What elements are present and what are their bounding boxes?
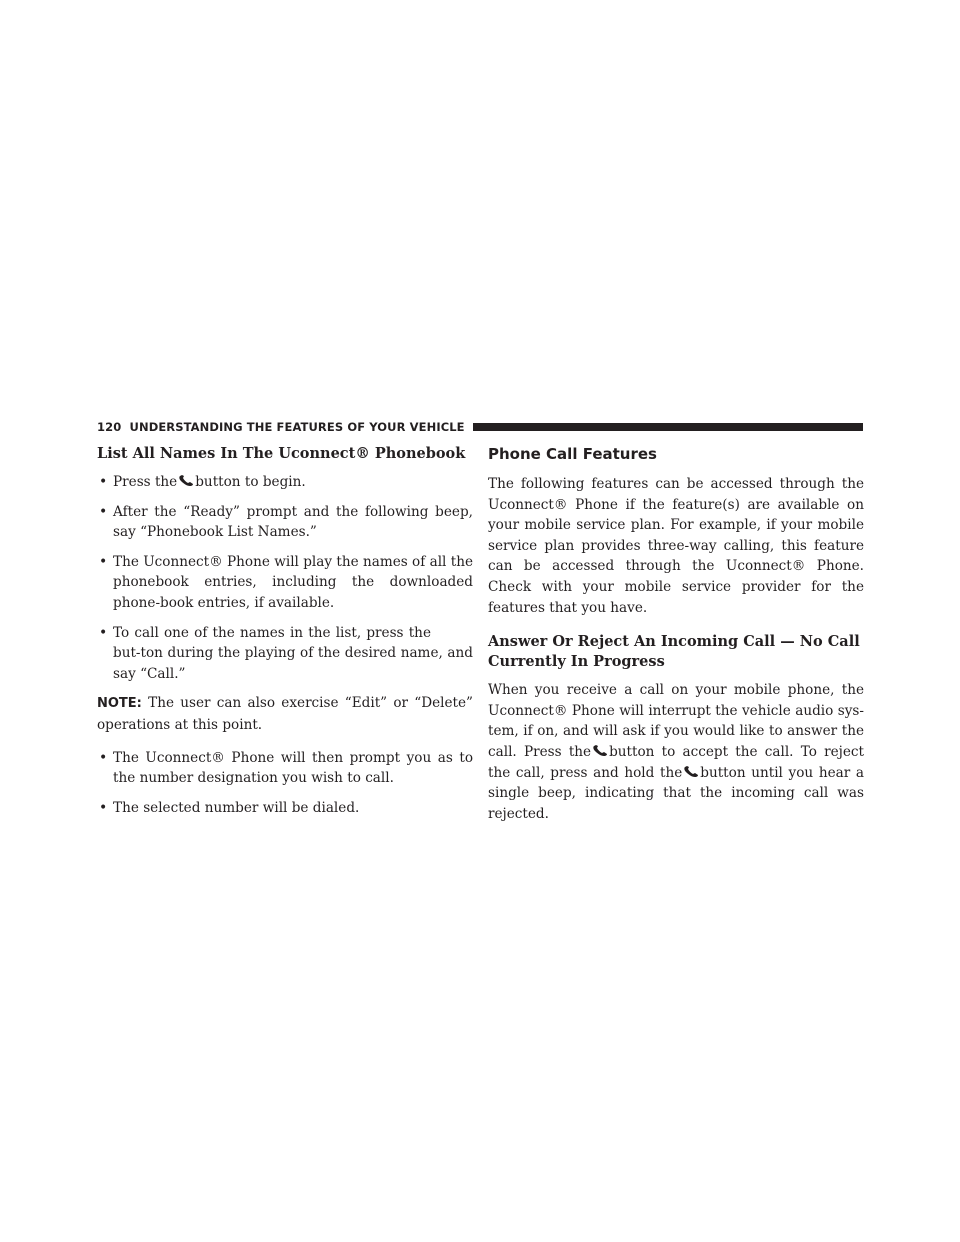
bullet-icon: •: [99, 624, 108, 641]
page-header: [97, 418, 863, 436]
heading-answer-reject: Answer Or Reject An Incoming Call — No Call Currently In Progress: [488, 633, 860, 671]
note-label: NOTE:: [97, 696, 142, 712]
right-column: [488, 444, 864, 836]
bullet-icon: •: [99, 474, 108, 490]
page-number: 120: [97, 420, 122, 434]
heading-list-all-names: List All Names In The Uconnect® Phonebook: [97, 445, 466, 462]
answer-reject-paragraph: When you receive a call on your mobile phone, the Uconnect® Phone will interrupt the vehicle audio sys-tem, if on, and will ask if you would like to answer the call. Press the button to accept the call. To reject the call, press and hold the button until you hear a single beep, indicating that the incoming call was rejected.: [488, 682, 865, 822]
page-header-text: [97, 420, 465, 434]
phone-icon: [178, 475, 194, 487]
list-item: • The Uconnect® Phone will play the names of all the phonebook entries, including the downloaded phone-book entries, if available.: [99, 553, 473, 611]
phone-icon: [683, 766, 699, 778]
note-paragraph: NOTE: The user can also exercise “Edit” or “Delete” operations at this point.: [97, 695, 474, 733]
list-item: • After the “Ready” prompt and the following beep, say “Phonebook List Names.”: [99, 503, 473, 541]
bullet-list-1: [97, 472, 473, 684]
bullet-icon: •: [99, 799, 108, 816]
bullet-icon: •: [99, 749, 108, 766]
list-item: • To call one of the names in the list, press thebut-ton during the playing of the desired name, and say “Call.”: [99, 624, 473, 682]
bullet-list-2: [97, 748, 473, 819]
list-item: • The Uconnect® Phone will then prompt you as to the number designation you wish to call.: [99, 749, 473, 787]
list-item: • The selected number will be dialed.: [97, 798, 473, 819]
list-item: • Press the button to begin.: [97, 472, 473, 493]
bullet-icon: •: [99, 553, 108, 570]
section-title: UNDERSTANDING THE FEATURES OF YOUR VEHICLE: [129, 420, 465, 434]
left-column: [97, 444, 473, 827]
phone-icon: [592, 745, 608, 757]
bullet-icon: •: [99, 503, 108, 520]
phone-features-paragraph: The following features can be accessed through the Uconnect® Phone if the feature(s) are available on your mobile service plan. For example, if your mobile service plan provides three-way calling, this feature can be accessed through the Uconnect® Phone. Check with your mobile service provider for the features that you have.: [488, 476, 864, 616]
heading-phone-call-features: Phone Call Features: [488, 445, 657, 463]
header-rule: [473, 423, 863, 431]
